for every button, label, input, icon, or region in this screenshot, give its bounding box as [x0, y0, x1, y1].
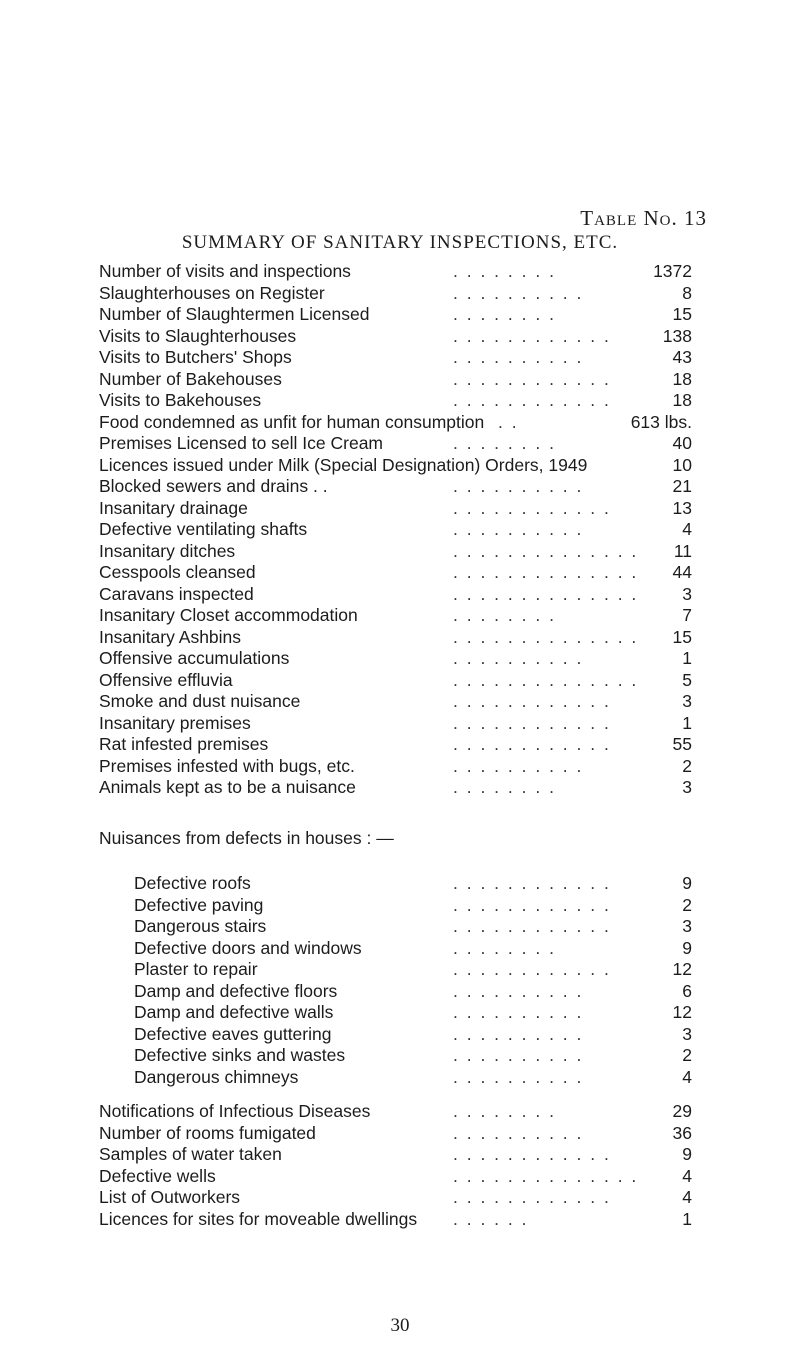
row-value: 3	[682, 583, 692, 604]
row-label: Offensive effluvia	[99, 669, 233, 690]
row-value: 3	[682, 691, 692, 711]
table-row	[99, 496, 692, 520]
row-leader-dots: . . . . . . . .	[453, 261, 556, 281]
table-row	[99, 1164, 692, 1188]
row-value: 44	[672, 562, 692, 582]
table-row	[134, 893, 692, 917]
row-leader-dots: . . . . . . . . . . . .	[453, 368, 611, 389]
row-leader-dots: . . . . . . . . . . . . . .	[453, 540, 639, 561]
row-leader-dots: . . . . . . . . . .	[453, 519, 584, 539]
row-leader-dots: . . . . . . . . . .	[453, 476, 584, 496]
row-value: 11	[673, 540, 692, 561]
row-label: Defective paving	[134, 894, 264, 915]
row-leader-dots: . . . . . . . . . .	[453, 282, 584, 303]
row-label: Premises Licensed to sell Ice Cream	[99, 433, 383, 453]
row-value: 12	[672, 1002, 692, 1022]
table-row	[99, 281, 692, 305]
row-label: Licences for sites for moveable dwellings	[99, 1208, 418, 1229]
row-leader-dots: . . . . . . . . . . . .	[453, 390, 611, 410]
row-leader-dots: . . . . . . . . . . . .	[453, 873, 611, 893]
row-value: 15	[672, 626, 692, 647]
row-leader-dots: . . . . . . . . . . . . . .	[453, 669, 639, 690]
row-leader-dots: . . . . . . . . . . . . . .	[453, 562, 639, 582]
row-leader-dots: . . . . . . . . . .	[453, 1066, 584, 1087]
row-leader-dots: . . . . . . . . . . . .	[453, 1144, 611, 1164]
table-row	[99, 388, 692, 412]
row-leader-dots: . . . . . . . . . . . .	[453, 712, 611, 733]
row-leader-dots: . . . . . . . . . . . .	[453, 959, 611, 979]
table-row	[134, 1065, 692, 1089]
row-label: Number of Slaughtermen Licensed	[99, 304, 370, 324]
table-row	[99, 732, 692, 756]
table-row	[99, 345, 692, 369]
row-leader-dots: . . . . . . . . . .	[453, 1002, 584, 1022]
table-row	[134, 1000, 692, 1024]
row-label: Defective ventilating shafts	[99, 519, 308, 539]
row-leader-dots: . . . . . . . .	[453, 777, 556, 797]
table-row	[99, 1121, 692, 1145]
row-value: 29	[672, 1101, 692, 1121]
row-label: Insanitary premises	[99, 712, 251, 733]
table-row	[99, 539, 692, 563]
row-label: Offensive accumulations	[99, 648, 290, 668]
table-number: Table No. 13	[580, 206, 707, 230]
row-label: Licences issued under Milk (Special Designation) Orders, 1949	[99, 454, 588, 475]
row-leader-dots: . . . . . . . . . .	[453, 980, 584, 1001]
row-label: Insanitary drainage	[99, 497, 248, 518]
row-leader-dots: . . . . . . . . . . . .	[453, 894, 611, 915]
row-leader-dots: . . . . . . . . . . . .	[453, 691, 611, 711]
table-row	[99, 754, 692, 778]
table-row	[134, 871, 692, 895]
row-value: 1372	[653, 261, 692, 281]
row-value: 2	[682, 1045, 692, 1065]
row-value: 1	[682, 1208, 692, 1229]
row-leader-dots: . .	[498, 411, 519, 432]
table-row	[134, 914, 692, 938]
row-value: 18	[672, 390, 692, 410]
table-row	[134, 979, 692, 1003]
row-label: Insanitary Closet accommodation	[99, 605, 358, 625]
table-row	[99, 625, 692, 649]
row-leader-dots: . . . . . . . . . .	[453, 1122, 584, 1143]
row-label: Dangerous stairs	[134, 916, 267, 936]
row-label: Slaughterhouses on Register	[99, 282, 325, 303]
row-leader-dots: . . . . . . . .	[453, 937, 556, 958]
row-value: 7	[682, 605, 692, 625]
row-value: 8	[682, 282, 692, 303]
row-value: 15	[672, 304, 692, 324]
row-value: 10	[672, 454, 692, 475]
row-label: Defective eaves guttering	[134, 1023, 332, 1044]
table-row	[99, 603, 692, 627]
row-leader-dots: . . . . . . . . . .	[453, 755, 584, 776]
row-label: Rat infested premises	[99, 734, 269, 754]
row-value: 4	[682, 1066, 692, 1087]
page-number: 30	[390, 1315, 410, 1336]
row-label: Plaster to repair	[134, 959, 258, 979]
row-value: 6	[682, 980, 692, 1001]
page-title: SUMMARY OF SANITARY INSPECTIONS, ETC.	[181, 232, 619, 253]
row-value: 43	[672, 347, 692, 367]
table-row	[99, 775, 692, 799]
table-row	[99, 646, 692, 670]
row-value: 3	[682, 916, 692, 936]
row-label: Cesspools cleansed	[99, 562, 256, 582]
table-row	[99, 689, 692, 713]
table-row	[99, 1207, 692, 1231]
row-label: Defective doors and windows	[134, 937, 362, 958]
row-leader-dots: . . . . . . . . . . . .	[453, 734, 611, 754]
row-label: Notifications of Infectious Diseases	[99, 1101, 371, 1121]
row-value: 4	[682, 1165, 692, 1186]
table-row	[99, 1185, 692, 1209]
row-label: Samples of water taken	[99, 1144, 282, 1164]
row-label: Caravans inspected	[99, 583, 254, 604]
row-leader-dots: . . . . . .	[453, 1208, 529, 1229]
table-row	[134, 1043, 692, 1067]
row-value: 5	[682, 669, 692, 690]
row-label: Defective roofs	[134, 873, 251, 893]
row-value: 9	[682, 873, 692, 893]
row-label: Number of rooms fumigated	[99, 1122, 316, 1143]
row-leader-dots: . . . . . . . .	[453, 605, 556, 625]
row-value: 138	[662, 325, 692, 346]
row-value: 2	[682, 894, 692, 915]
row-leader-dots: . . . . . . . . . . . .	[453, 497, 611, 518]
row-value: 18	[672, 368, 692, 389]
row-leader-dots: . . . . . . . . . . . .	[453, 1187, 611, 1207]
row-value: 55	[672, 734, 692, 754]
row-leader-dots: . . . . . . . . . . . . . .	[453, 626, 639, 647]
row-value: 3	[682, 1023, 692, 1044]
table-row	[99, 1099, 692, 1123]
table-row	[99, 582, 692, 606]
row-value: 613 lbs.	[630, 411, 692, 432]
row-label: Defective sinks and wastes	[134, 1045, 346, 1065]
row-leader-dots: . . . . . . . . . . . . . .	[453, 1165, 639, 1186]
table-row	[134, 957, 692, 981]
row-label: Dangerous chimneys	[134, 1066, 299, 1087]
table-row	[99, 431, 692, 455]
table-row	[99, 367, 692, 391]
table-row	[99, 474, 692, 498]
row-leader-dots: . . . . . . . . . .	[453, 648, 584, 668]
row-label: Smoke and dust nuisance	[99, 691, 301, 711]
row-value: 1	[682, 648, 692, 668]
row-value: 21	[672, 476, 692, 496]
table-row	[99, 1142, 692, 1166]
row-value: 40	[672, 433, 692, 453]
row-value: 9	[682, 1144, 692, 1164]
row-leader-dots: . . . . . . . .	[453, 433, 556, 453]
table-row	[99, 668, 692, 692]
row-leader-dots: . . . . . . . . . .	[453, 347, 584, 367]
row-leader-dots: . . . . . . . . . .	[453, 1023, 584, 1044]
row-leader-dots: . . . . . . . . . . . . . .	[453, 583, 639, 604]
row-value: 4	[682, 1187, 692, 1207]
row-label: List of Outworkers	[99, 1187, 241, 1207]
table-row	[99, 517, 692, 541]
table-row	[99, 259, 692, 283]
row-value: 13	[672, 497, 692, 518]
table-row	[99, 453, 692, 477]
row-leader-dots: . . . . . . . . . .	[453, 1045, 584, 1065]
row-value: 12	[672, 959, 692, 979]
row-label: Food condemned as unfit for human consumption	[99, 411, 485, 432]
table-row	[134, 1022, 692, 1046]
row-label: Insanitary Ashbins	[99, 626, 242, 647]
row-label: Premises infested with bugs, etc.	[99, 755, 355, 776]
row-leader-dots: . . . . . . . .	[453, 304, 556, 324]
row-value: 3	[682, 777, 692, 797]
table-row	[99, 560, 692, 584]
row-label: Number of Bakehouses	[99, 368, 282, 389]
row-leader-dots: . . . . . . . . . . . .	[453, 916, 611, 936]
table-row	[99, 410, 692, 434]
row-label: Damp and defective floors	[134, 980, 338, 1001]
table-row	[134, 936, 692, 960]
row-label: Damp and defective walls	[134, 1002, 334, 1022]
row-label: Defective wells	[99, 1165, 216, 1186]
row-label: Visits to Butchers' Shops	[99, 347, 292, 367]
row-label: Visits to Slaughterhouses	[99, 325, 297, 346]
row-label: Animals kept as to be a nuisance	[99, 777, 356, 797]
table-row	[99, 302, 692, 326]
row-value: 4	[682, 519, 692, 539]
row-value: 2	[682, 755, 692, 776]
table-row	[99, 324, 692, 348]
row-label: Number of visits and inspections	[99, 261, 351, 281]
row-label: Blocked sewers and drains . .	[99, 476, 328, 496]
row-value: 1	[682, 712, 692, 733]
row-value: 36	[672, 1122, 692, 1143]
row-value: 9	[682, 937, 692, 958]
section-heading: Nuisances from defects in houses : —	[99, 828, 394, 848]
table-row	[99, 711, 692, 735]
row-leader-dots: . . . . . . . . . . . .	[453, 325, 611, 346]
row-leader-dots: . . . . . . . .	[453, 1101, 556, 1121]
row-label: Visits to Bakehouses	[99, 390, 262, 410]
row-label: Insanitary ditches	[99, 540, 236, 561]
